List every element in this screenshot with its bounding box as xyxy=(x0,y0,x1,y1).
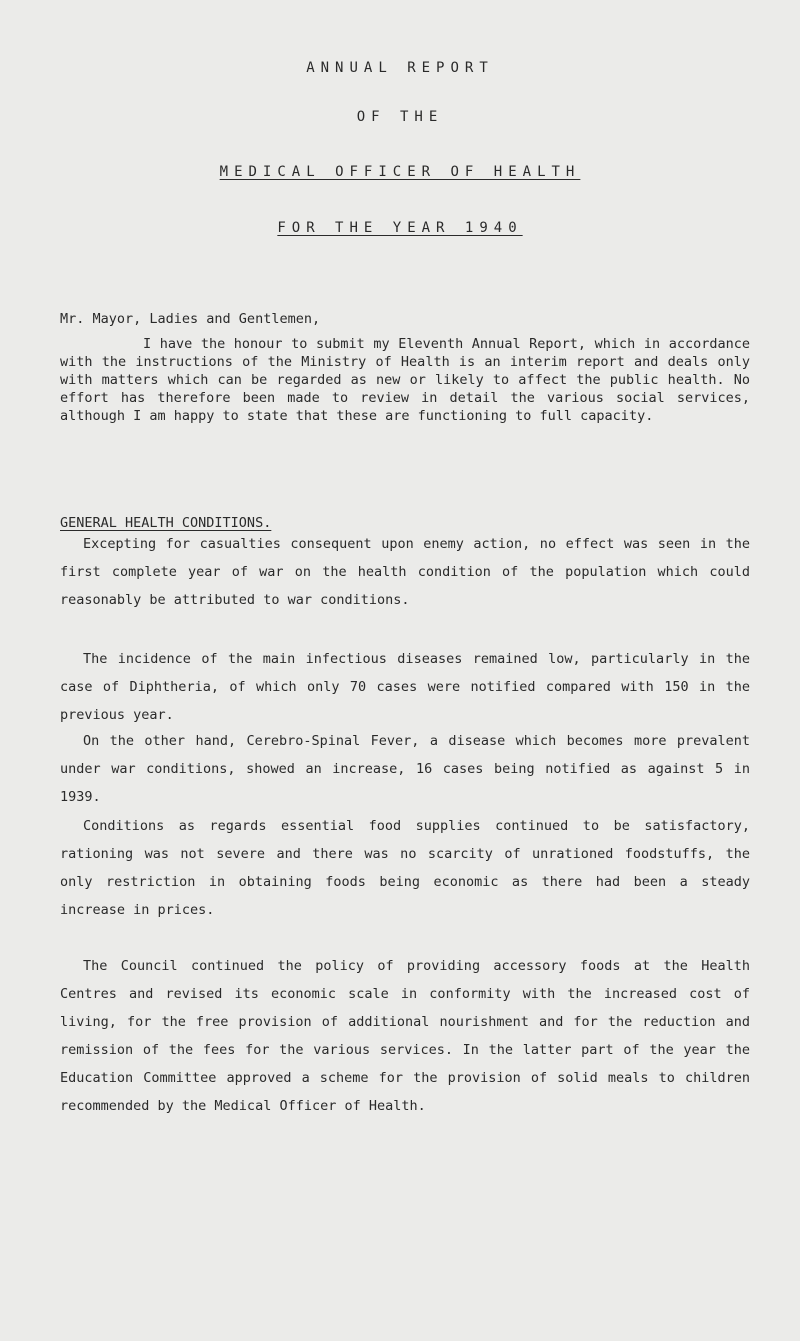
intro-paragraph: I have the honour to submit my Eleventh Annual Report, which in accordance with the instructions of the Ministry of Health is an interim report and deals only with matters which can be regarded as new or likely to affect the public health. No effort has therefore been made to review in detail the various social services, although I am happy to state that these are functioning to full capacity. xyxy=(60,336,750,424)
body-paragraph: The incidence of the main infectious diseases remained low, particularly in the case of Diphtheria, of which only 70 cases were notified compared with 150 in the previous year. xyxy=(60,651,750,723)
report-title-text: ANNUAL REPORT xyxy=(306,60,494,76)
section-heading: GENERAL HEALTH CONDITIONS. xyxy=(60,515,272,531)
report-title xyxy=(0,60,800,76)
salutation: Mr. Mayor, Ladies and Gentlemen, xyxy=(60,311,321,327)
body-paragraph: Excepting for casualties consequent upon enemy action, no effect was seen in the first complete year of war on the health condition of the population which could reasonably be attributed to war conditions. xyxy=(60,536,750,608)
report-title-year xyxy=(0,220,800,236)
body-paragraph: Conditions as regards essential food supplies continued to be satisfactory, rationing was not severe and there was no scarcity of unrationed foodstuffs, the only restriction in obtaining foods being economic as there had been a steady increase in prices. xyxy=(60,818,750,918)
report-title-office-text: MEDICAL OFFICER OF HEALTH xyxy=(219,164,581,180)
body-paragraph: On the other hand, Cerebro-Spinal Fever, a disease which becomes more prevalent under war conditions, showed an increase, 16 cases being notified as against 5 in 1939. xyxy=(60,733,750,805)
body-paragraph: The Council continued the policy of providing accessory foods at the Health Centres and revised its economic scale in conformity with the increased cost of living, for the free provision of additional nourishment and for the reduction and remission of the fees for the various services. In the latter part of the year the Education Committee approved a scheme for the provision of solid meals to children recommended by the Medical Officer of Health. xyxy=(60,958,750,1114)
report-title-year-text: FOR THE YEAR 1940 xyxy=(277,220,523,236)
report-title-office xyxy=(0,164,800,180)
report-title-of-the xyxy=(0,109,800,125)
report-title-of-the-text: OF THE xyxy=(356,109,444,125)
